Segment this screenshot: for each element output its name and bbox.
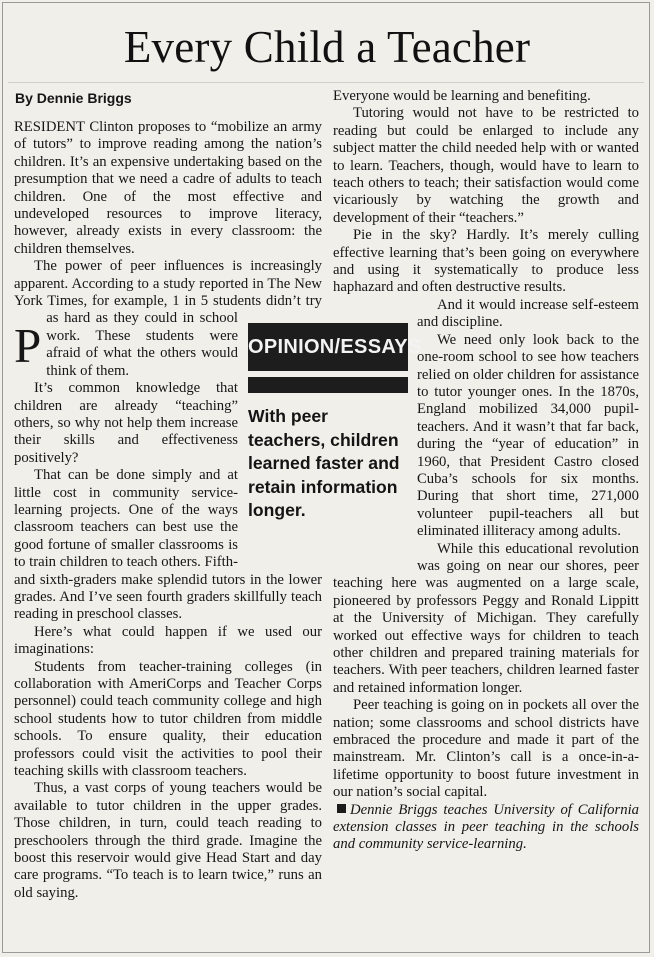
paragraph-text: Thus, a vast corps of young teachers would be available to tutor children in the upper grades. Those children, in turn, could teach reading to preschoolers through the third grade. Imagine the boost this reservoir would give Head Start and day care programs. “To teach is to learn twice,” runs an old saying.	[14, 780, 322, 901]
byline: By Dennie Briggs	[15, 90, 132, 106]
pull-quote-text: With peer teachers, children learned faster and retain information longer.	[248, 406, 400, 520]
paragraph	[14, 780, 322, 902]
author-bio-text: Dennie Briggs teaches University of California extension classes in peer teaching in the schools and community service-learning.	[333, 801, 639, 853]
paragraph	[14, 659, 322, 781]
paragraph-text: And it would increase self-esteem and discipline.	[417, 296, 639, 331]
paragraph-text: Everyone would be learning and benefiting.	[333, 88, 591, 104]
paragraph-text: We need only look back to the one-room school to see how teachers relied on older children for assistance to tutor younger ones. In the 1870s, England mobilized 34,000 pupil-teachers. And it wasn’t that far back, during the “year of education” in 1960, that President Castro closed Cuba’s schools for six months. During that short time, 271,000 volunteer pupil-teachers all but eliminated illiteracy among adults.	[417, 331, 639, 540]
pull-quote-bar	[248, 377, 408, 393]
section-label: OPINION/ESSAYS	[248, 323, 408, 371]
paragraph	[333, 227, 639, 297]
paragraph	[333, 88, 639, 105]
paragraph-text: That can be done simply and at little cost in community service-learning projects. One of the ways classroom teachers can best use the good fortune of smaller classrooms is to train children to teach others. Fifth- and sixth-graders make splendid tutors in the lower grades. And I’ve seen fourth graders skillfully teach reading in preschool classes.	[14, 467, 322, 623]
headline-rule	[8, 82, 644, 83]
square-bullet-icon	[337, 804, 346, 813]
paragraph	[14, 624, 322, 659]
paragraph-text: Here’s what could happen if we used our imaginations:	[14, 623, 322, 658]
paragraph-text: Tutoring would not have to be restricted to reading but could be enlarged to include any subject matter the child needed help with or wanted to learn. Teachers, though, would have to learn to teach others to teach; their satisfaction would come vicariously by watching the growth and development of their “teachers.”	[333, 105, 639, 226]
paragraph-text: Students from teacher-training colleges (in collaboration with AmeriCorps and Teacher Corps personnel) could teach community college and high school students how to tutor children from middle schools. To ensure quality, their education professors could visit the activities to pool their teaching skills with classroom teachers.	[14, 658, 322, 780]
author-bio	[333, 802, 639, 854]
paragraph-text: The power of peer influences is increasingly apparent. According to a study reported in The New York Times, for example, 1 in 5 students didn’t try as hard as they could in school work. These students were afraid of what the others would think of them.	[14, 258, 322, 379]
paragraph-text: Pie in the sky? Hardly. It’s merely culling effective learning that’s been going on everywhere and using it systematically to produce less haphazard and often destructive results.	[333, 227, 639, 296]
paragraph-text: RESIDENT Clinton proposes to “mobilize an army of tutors” to improve reading among the nation’s children. It’s an expensive undertaking based on the presumption that we need a cadre of adults to teach children. One of the most effective and undeveloped resources to improve literacy, however, already exists in every classroom: the children themselves.	[14, 119, 322, 257]
paragraph	[333, 697, 639, 801]
paragraph-text: Peer teaching is going on in pockets all over the nation; some classrooms and school districts have embraced the procedure and made it part of the mainstream. Mr. Clinton’s call is a once-in-a-lifetime opportunity to boost future investment in our nation’s social capital.	[333, 697, 639, 801]
headline: Every Child a Teacher	[123, 22, 531, 72]
paragraph-text: While this educational revolution was going on near our shores, peer teaching here was augmented on a large scale, pioneered by professors Peggy and Ronald Lippitt at the University of Michigan. They carefully worked out effective ways for children to teach other children and prepared training materials for teachers. With peer teachers, children learned faster and retained information longer.	[333, 540, 639, 696]
dropcap: P	[14, 318, 42, 373]
paragraph-text: It’s common knowledge that children are already “teaching” others, so why not help them increase their skills and effectiveness positively?	[14, 380, 238, 466]
pull-quote	[248, 323, 422, 561]
paragraph	[333, 105, 639, 227]
